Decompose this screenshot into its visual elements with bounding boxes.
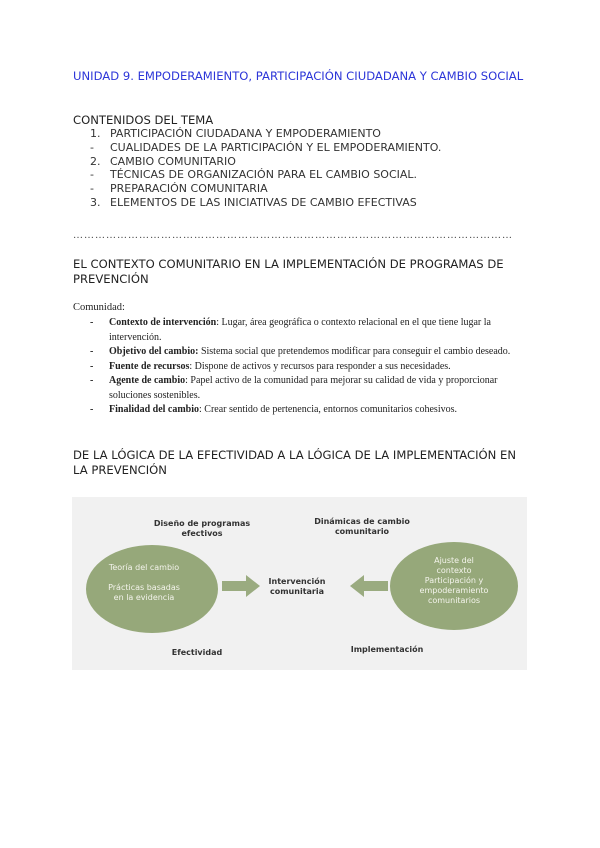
unit-title: UNIDAD 9. EMPODERAMIENTO, PARTICIPACIÓN CIUDADANA Y CAMBIO SOCIAL: [73, 69, 524, 83]
ellipse-implementation-text: Ajuste del contexto Participación y empoderamiento comunitarios: [419, 556, 489, 605]
effectiveness-implementation-diagram: [72, 497, 527, 670]
list-item-text: CAMBIO COMUNITARIO: [110, 154, 236, 168]
list-marker: -: [90, 404, 94, 415]
label-effectiveness: Efectividad: [171, 648, 223, 657]
list-marker: -: [90, 360, 94, 372]
definition-term: Objetivo del cambio:: [109, 346, 199, 357]
separator: …………………………………………………………………………………………………………: [73, 230, 513, 241]
contents-list: [90, 127, 441, 210]
list-item: [90, 155, 441, 169]
right-arrow-icon: [222, 575, 260, 597]
list-item-text: PREPARACIÓN COMUNITARIA: [110, 182, 268, 196]
list-marker: -: [90, 168, 94, 182]
list-item-text: TÉCNICAS DE ORGANIZACIÓN PARA EL CAMBIO SOCIAL.: [110, 168, 418, 182]
list-marker: 1.: [90, 127, 101, 140]
section-title-logic: DE LA LÓGICA DE LA EFECTIVIDAD A LA LÓGICA DE LA IMPLEMENTACIÓN EN LA PREVENCIÓN: [73, 448, 517, 477]
ellipse-implementation: [390, 542, 518, 630]
definition-item: [90, 345, 530, 360]
list-marker: 2.: [90, 154, 101, 168]
list-marker: -: [90, 346, 94, 357]
ellipse-effectiveness-text: Teoría del cambio Prácticas basadas en la evidencia: [108, 563, 180, 602]
list-marker: -: [90, 375, 94, 386]
list-marker: 3.: [90, 195, 101, 209]
left-arrow-icon: [350, 575, 388, 597]
list-item: [90, 127, 441, 141]
definition-list: [90, 316, 530, 418]
label-community-dynamics: Dinámicas de cambio comunitario: [314, 517, 410, 536]
label-community-intervention: Intervención comunitaria: [268, 577, 326, 596]
definition-item: [90, 360, 530, 375]
list-marker: -: [90, 317, 94, 328]
label-implementation: Implementación: [350, 645, 424, 654]
list-item: [90, 168, 441, 182]
definition-desc: Sistema social que pretendemos modificar para conseguir el cambio deseado.: [198, 346, 511, 357]
contents-title: CONTENIDOS DEL TEMA: [73, 113, 214, 127]
list-item: [90, 141, 441, 155]
label-program-design: Diseño de programas efectivos: [153, 519, 251, 538]
definition-desc: : Crear sentido de pertenencia, entornos comunitarios cohesivos.: [199, 404, 457, 415]
definition-item: [90, 316, 530, 345]
ellipse-effectiveness: [86, 545, 218, 633]
definition-term: Fuente de recursos: [109, 360, 190, 372]
list-item-text: ELEMENTOS DE LAS INICIATIVAS DE CAMBIO EFECTIVAS: [110, 195, 417, 209]
section-title-community: EL CONTEXTO COMUNITARIO EN LA IMPLEMENTACIÓN DE PROGRAMAS DE PREVENCIÓN: [73, 257, 504, 286]
definition-term: Finalidad del cambio: [109, 404, 200, 415]
definition-desc: : Papel activo de la comunidad para mejorar su calidad de vida y proporcionar soluciones sostenibles.: [109, 375, 498, 401]
list-item: [90, 182, 441, 196]
definition-item: [90, 403, 530, 418]
definition-item: [90, 374, 530, 403]
list-item-text: PARTICIPACIÓN CIUDADANA Y EMPODERAMIENTO: [110, 127, 381, 140]
community-label: Comunidad:: [73, 302, 125, 313]
list-item: [90, 196, 441, 210]
definition-desc: : Dispone de activos y recursos para responder a sus necesidades.: [189, 360, 451, 372]
definition-desc: : Lugar, área geográfica o contexto relacional en el que tiene lugar la intervención.: [109, 317, 491, 343]
definition-term: Contexto de intervención: [109, 317, 217, 328]
list-marker: -: [90, 140, 94, 154]
list-item-text: CUALIDADES DE LA PARTICIPACIÓN Y EL EMPODERAMIENTO.: [110, 140, 442, 154]
list-marker: -: [90, 182, 94, 196]
definition-term: Agente de cambio: [109, 375, 186, 386]
